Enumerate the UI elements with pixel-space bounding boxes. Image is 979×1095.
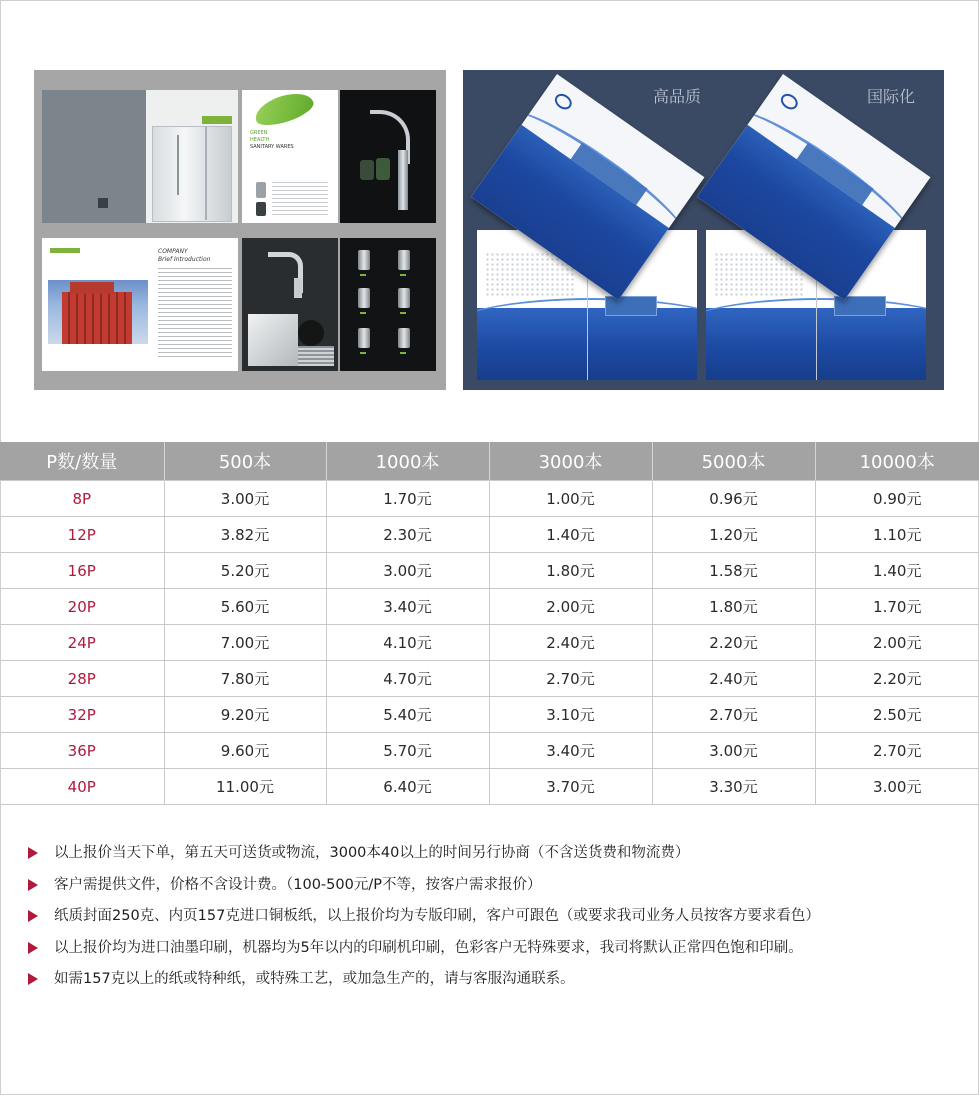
note-item — [28, 874, 958, 906]
label-high-quality: 高品质 — [653, 87, 702, 106]
note-item — [28, 937, 958, 969]
row-page-count: 24P — [0, 625, 164, 661]
table-row — [0, 661, 979, 697]
triangle-bullet-icon — [28, 942, 38, 954]
price-cell: 5.70元 — [326, 733, 489, 769]
price-cell: 3.70元 — [489, 769, 652, 805]
price-cell: 4.70元 — [326, 661, 489, 697]
price-cell: 9.60元 — [164, 733, 326, 769]
price-cell: 11.00元 — [164, 769, 326, 805]
price-cell: 1.70元 — [815, 589, 979, 625]
price-cell: 2.50元 — [815, 697, 979, 733]
price-cell: 3.00元 — [815, 769, 979, 805]
blue-brochure-image — [463, 70, 944, 390]
row-page-count: 8P — [0, 481, 164, 517]
price-cell: 2.00元 — [815, 625, 979, 661]
note-item — [28, 842, 958, 874]
price-cell: 2.20元 — [815, 661, 979, 697]
header-qty-1000: 1000本 — [326, 442, 489, 481]
header-qty-3000: 3000本 — [489, 442, 652, 481]
brochure-page-faucet — [340, 90, 436, 223]
price-cell: 3.00元 — [164, 481, 326, 517]
price-cell: 2.30元 — [326, 517, 489, 553]
triangle-bullet-icon — [28, 910, 38, 922]
price-cell: 1.80元 — [652, 589, 815, 625]
table-header-row — [0, 442, 979, 481]
triangle-bullet-icon — [28, 879, 38, 891]
note-text: 纸质封面250克、内页157克进口铜板纸，以上报价均为专版印刷，客户可跟色（或要求我司业务人员按客方要求看色） — [54, 908, 820, 924]
row-page-count: 16P — [0, 553, 164, 589]
price-cell: 1.80元 — [489, 553, 652, 589]
header-pages-qty: P数/数量 — [0, 442, 164, 481]
price-cell: 3.82元 — [164, 517, 326, 553]
triangle-bullet-icon — [28, 847, 38, 859]
header-qty-500: 500本 — [164, 442, 326, 481]
price-cell: 1.00元 — [489, 481, 652, 517]
note-item — [28, 968, 958, 1000]
brochure-page-shower — [42, 90, 238, 223]
price-cell: 4.10元 — [326, 625, 489, 661]
price-cell: 1.10元 — [815, 517, 979, 553]
header-qty-5000: 5000本 — [652, 442, 815, 481]
note-text: 如需157克以上的纸或特种纸，或特殊工艺，或加急生产的，请与客服沟通联系。 — [54, 971, 575, 987]
price-cell: 3.30元 — [652, 769, 815, 805]
brochure-page-sink — [242, 238, 338, 371]
note-text: 客户需提供文件，价格不含设计费。（100-500元/P不等，按客户需求报价） — [54, 876, 542, 893]
row-page-count: 20P — [0, 589, 164, 625]
price-cell: 0.90元 — [815, 481, 979, 517]
table-row — [0, 697, 979, 733]
sanitary-brochure-image — [34, 70, 446, 390]
row-page-count: 36P — [0, 733, 164, 769]
price-cell: 0.96元 — [652, 481, 815, 517]
table-row — [0, 769, 979, 805]
row-page-count: 28P — [0, 661, 164, 697]
price-cell: 3.40元 — [326, 589, 489, 625]
price-cell: 2.00元 — [489, 589, 652, 625]
row-page-count: 12P — [0, 517, 164, 553]
price-table — [0, 442, 979, 805]
price-cell: 3.10元 — [489, 697, 652, 733]
price-cell: 5.60元 — [164, 589, 326, 625]
triangle-bullet-icon — [28, 973, 38, 985]
price-cell: 1.70元 — [326, 481, 489, 517]
note-item — [28, 905, 958, 937]
table-row — [0, 517, 979, 553]
price-cell: 1.40元 — [489, 517, 652, 553]
price-cell: 1.40元 — [815, 553, 979, 589]
table-row — [0, 481, 979, 517]
table-row — [0, 625, 979, 661]
table-row — [0, 553, 979, 589]
price-cell: 5.40元 — [326, 697, 489, 733]
price-cell: 2.20元 — [652, 625, 815, 661]
price-cell: 7.00元 — [164, 625, 326, 661]
table-row — [0, 589, 979, 625]
note-text: 以上报价当天下单，第五天可送货或物流，3000本40以上的时间另行协商（不含送货费和物流费） — [54, 845, 690, 861]
price-cell: 3.00元 — [652, 733, 815, 769]
price-cell: 9.20元 — [164, 697, 326, 733]
price-cell: 2.40元 — [652, 661, 815, 697]
notes-list — [28, 842, 958, 1000]
brochure-page-products — [340, 238, 436, 371]
brochure-page-green-health: GREEN HEALTH SANITARY WARES — [242, 90, 338, 223]
row-page-count: 40P — [0, 769, 164, 805]
price-cell: 1.20元 — [652, 517, 815, 553]
price-cell: 2.70元 — [489, 661, 652, 697]
row-page-count: 32P — [0, 697, 164, 733]
table-row — [0, 733, 979, 769]
price-cell: 3.40元 — [489, 733, 652, 769]
note-text: 以上报价均为进口油墨印刷，机器均为5年以内的印刷机印刷，色彩客户无特殊要求，我司将默认正常四色饱和印刷。 — [54, 939, 803, 956]
price-cell: 5.20元 — [164, 553, 326, 589]
price-cell: 7.80元 — [164, 661, 326, 697]
price-cell: 1.58元 — [652, 553, 815, 589]
price-cell: 2.40元 — [489, 625, 652, 661]
price-cell: 2.70元 — [652, 697, 815, 733]
brochure-page-company: COMPANY Brief Introduction — [42, 238, 238, 371]
label-international: 国际化 — [867, 87, 916, 106]
price-cell: 6.40元 — [326, 769, 489, 805]
header-qty-10000: 10000本 — [815, 442, 979, 481]
price-cell: 2.70元 — [815, 733, 979, 769]
price-cell: 3.00元 — [326, 553, 489, 589]
